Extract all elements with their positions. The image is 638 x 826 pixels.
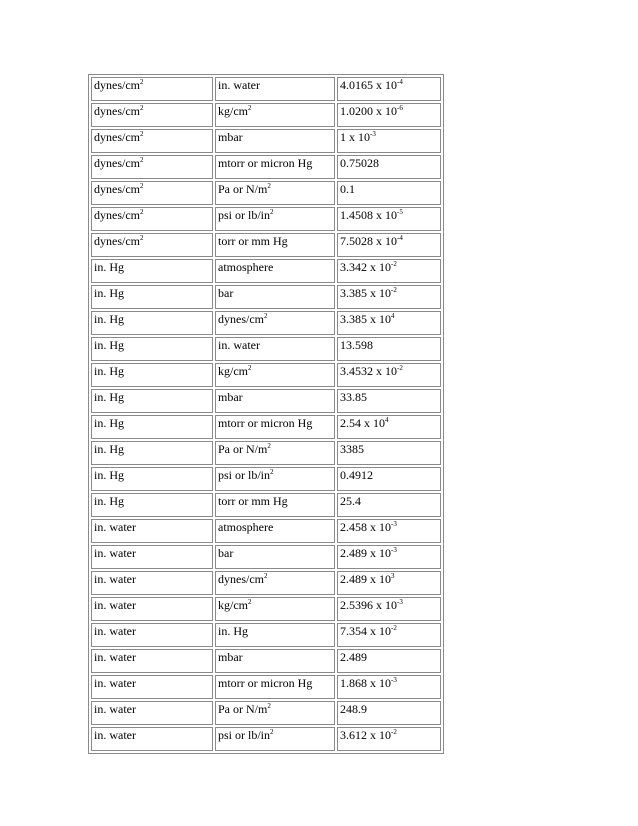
multiplier-text: 3.385 x 10 — [340, 286, 391, 300]
from-unit-cell — [91, 571, 213, 595]
multiplier-cell — [337, 259, 441, 283]
multiplier-cell — [337, 623, 441, 647]
multiplier-cell — [337, 493, 441, 517]
to-unit-cell — [215, 545, 335, 569]
from-unit-cell — [91, 363, 213, 387]
from-unit-cell — [91, 519, 213, 543]
from-unit-cell — [91, 701, 213, 725]
to-unit-text: mtorr or micron Hg — [218, 676, 313, 690]
multiplier-exponent: 4 — [385, 416, 389, 424]
from-unit-cell — [91, 207, 213, 231]
from-unit-cell — [91, 467, 213, 491]
to-unit-text: mbar — [218, 130, 243, 144]
multiplier-cell — [337, 571, 441, 595]
multiplier-text: 13.598 — [340, 338, 373, 352]
to-unit-cell — [215, 129, 335, 153]
table-row — [91, 493, 441, 517]
from-unit-text: in. water — [94, 598, 136, 612]
to-unit-text: kg/cm — [218, 104, 248, 118]
multiplier-text: 1.0200 x 10 — [340, 104, 397, 118]
multiplier-cell — [337, 181, 441, 205]
to-unit-exponent: 2 — [270, 208, 274, 216]
to-unit-text: atmosphere — [218, 260, 274, 274]
multiplier-exponent: -2 — [397, 364, 403, 372]
to-unit-text: in. water — [218, 78, 260, 92]
from-unit-text: in. water — [94, 702, 136, 716]
to-unit-exponent: 2 — [248, 104, 252, 112]
multiplier-cell — [337, 441, 441, 465]
table-row — [91, 363, 441, 387]
to-unit-cell — [215, 363, 335, 387]
multiplier-cell — [337, 103, 441, 127]
table-row — [91, 207, 441, 231]
from-unit-exponent: 2 — [140, 156, 144, 164]
multiplier-exponent: -4 — [397, 234, 403, 242]
multiplier-text: 2.458 x 10 — [340, 520, 391, 534]
from-unit-text: in. water — [94, 650, 136, 664]
from-unit-cell — [91, 493, 213, 517]
to-unit-text: mbar — [218, 390, 243, 404]
from-unit-cell — [91, 311, 213, 335]
from-unit-cell — [91, 727, 213, 751]
to-unit-cell — [215, 675, 335, 699]
to-unit-exponent: 2 — [267, 442, 271, 450]
to-unit-text: in. water — [218, 338, 260, 352]
table-row — [91, 571, 441, 595]
from-unit-cell — [91, 77, 213, 101]
to-unit-text: dynes/cm — [218, 312, 264, 326]
from-unit-text: in. Hg — [94, 390, 124, 404]
to-unit-cell — [215, 493, 335, 517]
from-unit-text: in. water — [94, 520, 136, 534]
multiplier-cell — [337, 389, 441, 413]
table-row — [91, 337, 441, 361]
to-unit-cell — [215, 181, 335, 205]
to-unit-cell — [215, 311, 335, 335]
multiplier-text: 25.4 — [340, 494, 361, 508]
to-unit-text: torr or mm Hg — [218, 234, 288, 248]
multiplier-exponent: -3 — [391, 520, 397, 528]
from-unit-exponent: 2 — [140, 130, 144, 138]
multiplier-text: 0.4912 — [340, 468, 373, 482]
multiplier-text: 0.1 — [340, 182, 355, 196]
multiplier-exponent: 3 — [391, 572, 395, 580]
multiplier-cell — [337, 675, 441, 699]
to-unit-exponent: 2 — [267, 182, 271, 190]
to-unit-text: psi or lb/in — [218, 208, 271, 222]
from-unit-text: in. Hg — [94, 286, 124, 300]
from-unit-text: in. Hg — [94, 312, 124, 326]
multiplier-exponent: -2 — [391, 260, 397, 268]
to-unit-cell — [215, 389, 335, 413]
from-unit-text: in. water — [94, 572, 136, 586]
multiplier-text: 3.612 x 10 — [340, 728, 391, 742]
to-unit-cell — [215, 415, 335, 439]
from-unit-cell — [91, 155, 213, 179]
multiplier-text: 0.75028 — [340, 156, 379, 170]
table-row — [91, 259, 441, 283]
table-row — [91, 467, 441, 491]
multiplier-cell — [337, 597, 441, 621]
to-unit-text: torr or mm Hg — [218, 494, 288, 508]
to-unit-cell — [215, 623, 335, 647]
multiplier-text: 7.5028 x 10 — [340, 234, 397, 248]
to-unit-text: Pa or N/m — [218, 442, 268, 456]
to-unit-text: psi or lb/in — [218, 468, 271, 482]
table-row — [91, 103, 441, 127]
multiplier-exponent: -6 — [397, 104, 403, 112]
multiplier-exponent: 4 — [391, 312, 395, 320]
multiplier-exponent: -3 — [397, 598, 403, 606]
from-unit-cell — [91, 545, 213, 569]
to-unit-text: kg/cm — [218, 598, 248, 612]
multiplier-cell — [337, 519, 441, 543]
from-unit-cell — [91, 285, 213, 309]
table-body — [91, 77, 441, 751]
from-unit-text: in. Hg — [94, 494, 124, 508]
from-unit-text: in. water — [94, 624, 136, 638]
table-row — [91, 285, 441, 309]
multiplier-text: 3.4532 x 10 — [340, 364, 397, 378]
multiplier-cell — [337, 727, 441, 751]
multiplier-cell — [337, 701, 441, 725]
table-row — [91, 311, 441, 335]
from-unit-cell — [91, 675, 213, 699]
to-unit-exponent: 2 — [248, 598, 252, 606]
table-row — [91, 155, 441, 179]
from-unit-exponent: 2 — [140, 78, 144, 86]
table-row — [91, 415, 441, 439]
table-row — [91, 129, 441, 153]
to-unit-text: bar — [218, 546, 234, 560]
to-unit-text: in. Hg — [218, 624, 248, 638]
from-unit-cell — [91, 415, 213, 439]
to-unit-cell — [215, 519, 335, 543]
from-unit-cell — [91, 233, 213, 257]
multiplier-text: 1 x 10 — [340, 130, 370, 144]
to-unit-cell — [215, 597, 335, 621]
to-unit-text: atmosphere — [218, 520, 274, 534]
to-unit-text: psi or lb/in — [218, 728, 271, 742]
table-row — [91, 441, 441, 465]
multiplier-cell — [337, 311, 441, 335]
from-unit-text: in. Hg — [94, 260, 124, 274]
to-unit-cell — [215, 233, 335, 257]
multiplier-text: 248.9 — [340, 702, 367, 716]
from-unit-text: dynes/cm — [94, 234, 140, 248]
multiplier-cell — [337, 285, 441, 309]
to-unit-cell — [215, 259, 335, 283]
multiplier-cell — [337, 363, 441, 387]
from-unit-text: in. water — [94, 676, 136, 690]
multiplier-text: 2.489 x 10 — [340, 572, 391, 586]
from-unit-cell — [91, 103, 213, 127]
from-unit-cell — [91, 597, 213, 621]
multiplier-cell — [337, 337, 441, 361]
from-unit-text: in. water — [94, 728, 136, 742]
table-row — [91, 649, 441, 673]
multiplier-text: 2.489 x 10 — [340, 546, 391, 560]
to-unit-cell — [215, 441, 335, 465]
from-unit-text: in. Hg — [94, 468, 124, 482]
multiplier-exponent: -3 — [370, 130, 376, 138]
from-unit-cell — [91, 337, 213, 361]
to-unit-text: dynes/cm — [218, 572, 264, 586]
to-unit-text: bar — [218, 286, 234, 300]
to-unit-text: mbar — [218, 650, 243, 664]
table-row — [91, 519, 441, 543]
to-unit-cell — [215, 285, 335, 309]
multiplier-cell — [337, 545, 441, 569]
to-unit-exponent: 2 — [264, 312, 268, 320]
table-row — [91, 623, 441, 647]
to-unit-text: mtorr or micron Hg — [218, 156, 313, 170]
to-unit-cell — [215, 727, 335, 751]
pressure-conversion-table — [88, 74, 444, 754]
table-row — [91, 545, 441, 569]
multiplier-text: 7.354 x 10 — [340, 624, 391, 638]
multiplier-exponent: -4 — [397, 78, 403, 86]
conversion-table-wrapper — [88, 74, 442, 754]
table-row — [91, 389, 441, 413]
multiplier-text: 3.342 x 10 — [340, 260, 391, 274]
from-unit-text: in. water — [94, 546, 136, 560]
multiplier-cell — [337, 415, 441, 439]
multiplier-cell — [337, 77, 441, 101]
to-unit-cell — [215, 649, 335, 673]
multiplier-cell — [337, 233, 441, 257]
from-unit-text: dynes/cm — [94, 78, 140, 92]
from-unit-text: in. Hg — [94, 416, 124, 430]
to-unit-exponent: 2 — [264, 572, 268, 580]
table-row — [91, 701, 441, 725]
to-unit-text: Pa or N/m — [218, 182, 268, 196]
to-unit-cell — [215, 701, 335, 725]
multiplier-exponent: -2 — [391, 286, 397, 294]
from-unit-text: in. Hg — [94, 338, 124, 352]
multiplier-exponent: -2 — [391, 624, 397, 632]
multiplier-cell — [337, 467, 441, 491]
multiplier-cell — [337, 207, 441, 231]
to-unit-exponent: 2 — [248, 364, 252, 372]
from-unit-exponent: 2 — [140, 208, 144, 216]
from-unit-exponent: 2 — [140, 104, 144, 112]
multiplier-text: 4.0165 x 10 — [340, 78, 397, 92]
from-unit-text: in. Hg — [94, 442, 124, 456]
from-unit-text: dynes/cm — [94, 130, 140, 144]
from-unit-cell — [91, 623, 213, 647]
from-unit-cell — [91, 259, 213, 283]
from-unit-cell — [91, 129, 213, 153]
table-row — [91, 233, 441, 257]
multiplier-text: 3385 — [340, 442, 364, 456]
multiplier-cell — [337, 649, 441, 673]
from-unit-text: dynes/cm — [94, 208, 140, 222]
multiplier-text: 3.385 x 10 — [340, 312, 391, 326]
to-unit-text: mtorr or micron Hg — [218, 416, 313, 430]
multiplier-text: 2.54 x 10 — [340, 416, 385, 430]
table-row — [91, 727, 441, 751]
to-unit-exponent: 2 — [267, 702, 271, 710]
multiplier-text: 1.4508 x 10 — [340, 208, 397, 222]
to-unit-cell — [215, 337, 335, 361]
from-unit-exponent: 2 — [140, 182, 144, 190]
table-row — [91, 181, 441, 205]
multiplier-text: 1.868 x 10 — [340, 676, 391, 690]
multiplier-cell — [337, 155, 441, 179]
to-unit-cell — [215, 103, 335, 127]
from-unit-cell — [91, 649, 213, 673]
to-unit-cell — [215, 467, 335, 491]
to-unit-exponent: 2 — [270, 468, 274, 476]
to-unit-cell — [215, 571, 335, 595]
multiplier-exponent: -5 — [397, 208, 403, 216]
table-row — [91, 77, 441, 101]
multiplier-text: 2.5396 x 10 — [340, 598, 397, 612]
from-unit-cell — [91, 181, 213, 205]
to-unit-cell — [215, 207, 335, 231]
from-unit-text: dynes/cm — [94, 156, 140, 170]
multiplier-exponent: -3 — [391, 546, 397, 554]
from-unit-cell — [91, 389, 213, 413]
to-unit-cell — [215, 77, 335, 101]
from-unit-exponent: 2 — [140, 234, 144, 242]
multiplier-exponent: -2 — [391, 728, 397, 736]
to-unit-text: Pa or N/m — [218, 702, 268, 716]
table-row — [91, 675, 441, 699]
from-unit-text: in. Hg — [94, 364, 124, 378]
multiplier-exponent: -3 — [391, 676, 397, 684]
from-unit-cell — [91, 441, 213, 465]
to-unit-cell — [215, 155, 335, 179]
multiplier-cell — [337, 129, 441, 153]
to-unit-exponent: 2 — [270, 728, 274, 736]
multiplier-text: 2.489 — [340, 650, 367, 664]
from-unit-text: dynes/cm — [94, 182, 140, 196]
to-unit-text: kg/cm — [218, 364, 248, 378]
multiplier-text: 33.85 — [340, 390, 367, 404]
from-unit-text: dynes/cm — [94, 104, 140, 118]
table-row — [91, 597, 441, 621]
